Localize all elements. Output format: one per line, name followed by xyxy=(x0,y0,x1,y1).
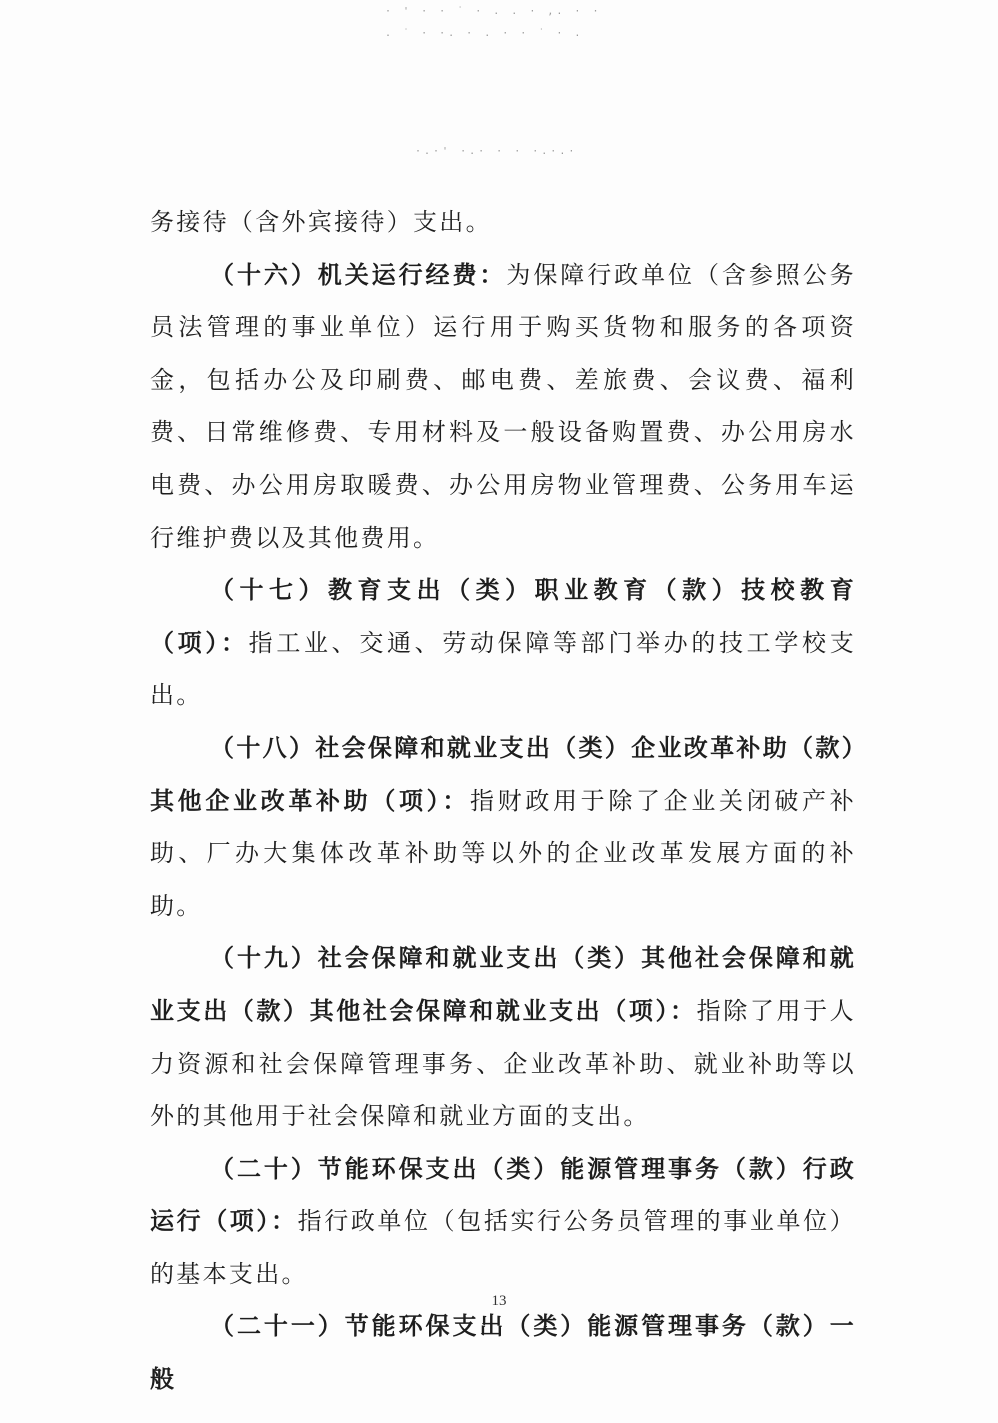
paragraph xyxy=(150,564,856,722)
paragraph-text: 指行政单位（包括实行公务员管理的事业单位）的基本支出。 xyxy=(150,1207,856,1288)
paragraph-text: 务接待（含外宾接待）支出。 xyxy=(150,208,492,236)
paragraph xyxy=(150,249,856,565)
paragraph-heading: （十八）社会保障和就业支出（类）企业改革补助（款）其他企业改革补助（项）： xyxy=(150,732,856,815)
paragraph xyxy=(150,722,856,932)
paragraph xyxy=(150,932,856,1142)
document-body xyxy=(150,196,856,1406)
paragraph-text: 指工业、交通、劳动保障等部门举办的技工学校支出。 xyxy=(150,628,856,710)
paragraph-heading: （十七）教育支出（类）职业教育（款）技校教育（项）： xyxy=(150,575,856,657)
paragraph-heading: （十六）机关运行经费： xyxy=(210,259,507,289)
paragraph xyxy=(150,1300,856,1405)
scan-artifact: . ˙ · ·. · . · · ˙ · . xyxy=(385,28,584,39)
paragraph-heading: （二十一）节能环保支出（类）能源管理事务（款）一般 xyxy=(150,1311,856,1394)
paragraph-text: 指除了用于人力资源和社会保障管理事务、企业改革补助、就业补助等以外的其他用于社会保障和就业方面的支出。 xyxy=(150,996,856,1131)
paragraph xyxy=(150,196,856,249)
paragraph-heading: （二十）节能环保支出（类）能源管理事务（款）行政运行（项）： xyxy=(150,1153,856,1236)
paragraph-text: 为保障行政单位（含参照公务员法管理的事业单位）运行用于购买货物和服务的各项资金，包括办公及印刷费、邮电费、差旅费、会议费、福利费、日常维修费、专用材料及一般设备购置费、办公用房水电费、办公用房取暖费、办公用房物业管理费、公务用车运行维护费以及其他费用。 xyxy=(150,260,856,552)
page-number: 13 xyxy=(491,1293,507,1309)
scan-artifact: ·.·' ·.· · · ·.·.· xyxy=(415,146,578,157)
paragraph-text: 指财政用于除了企业关闭破产补助、厂办大集体改革补助等以外的企业改革发展方面的补助。 xyxy=(150,786,856,920)
paragraph xyxy=(150,1143,856,1301)
scan-artifact: · ' · · ˙ · . . · ,. · · xyxy=(385,6,602,17)
paragraph-heading: （十九）社会保障和就业支出（类）其他社会保障和就业支出（款）其他社会保障和就业支出（项）： xyxy=(150,943,856,1025)
